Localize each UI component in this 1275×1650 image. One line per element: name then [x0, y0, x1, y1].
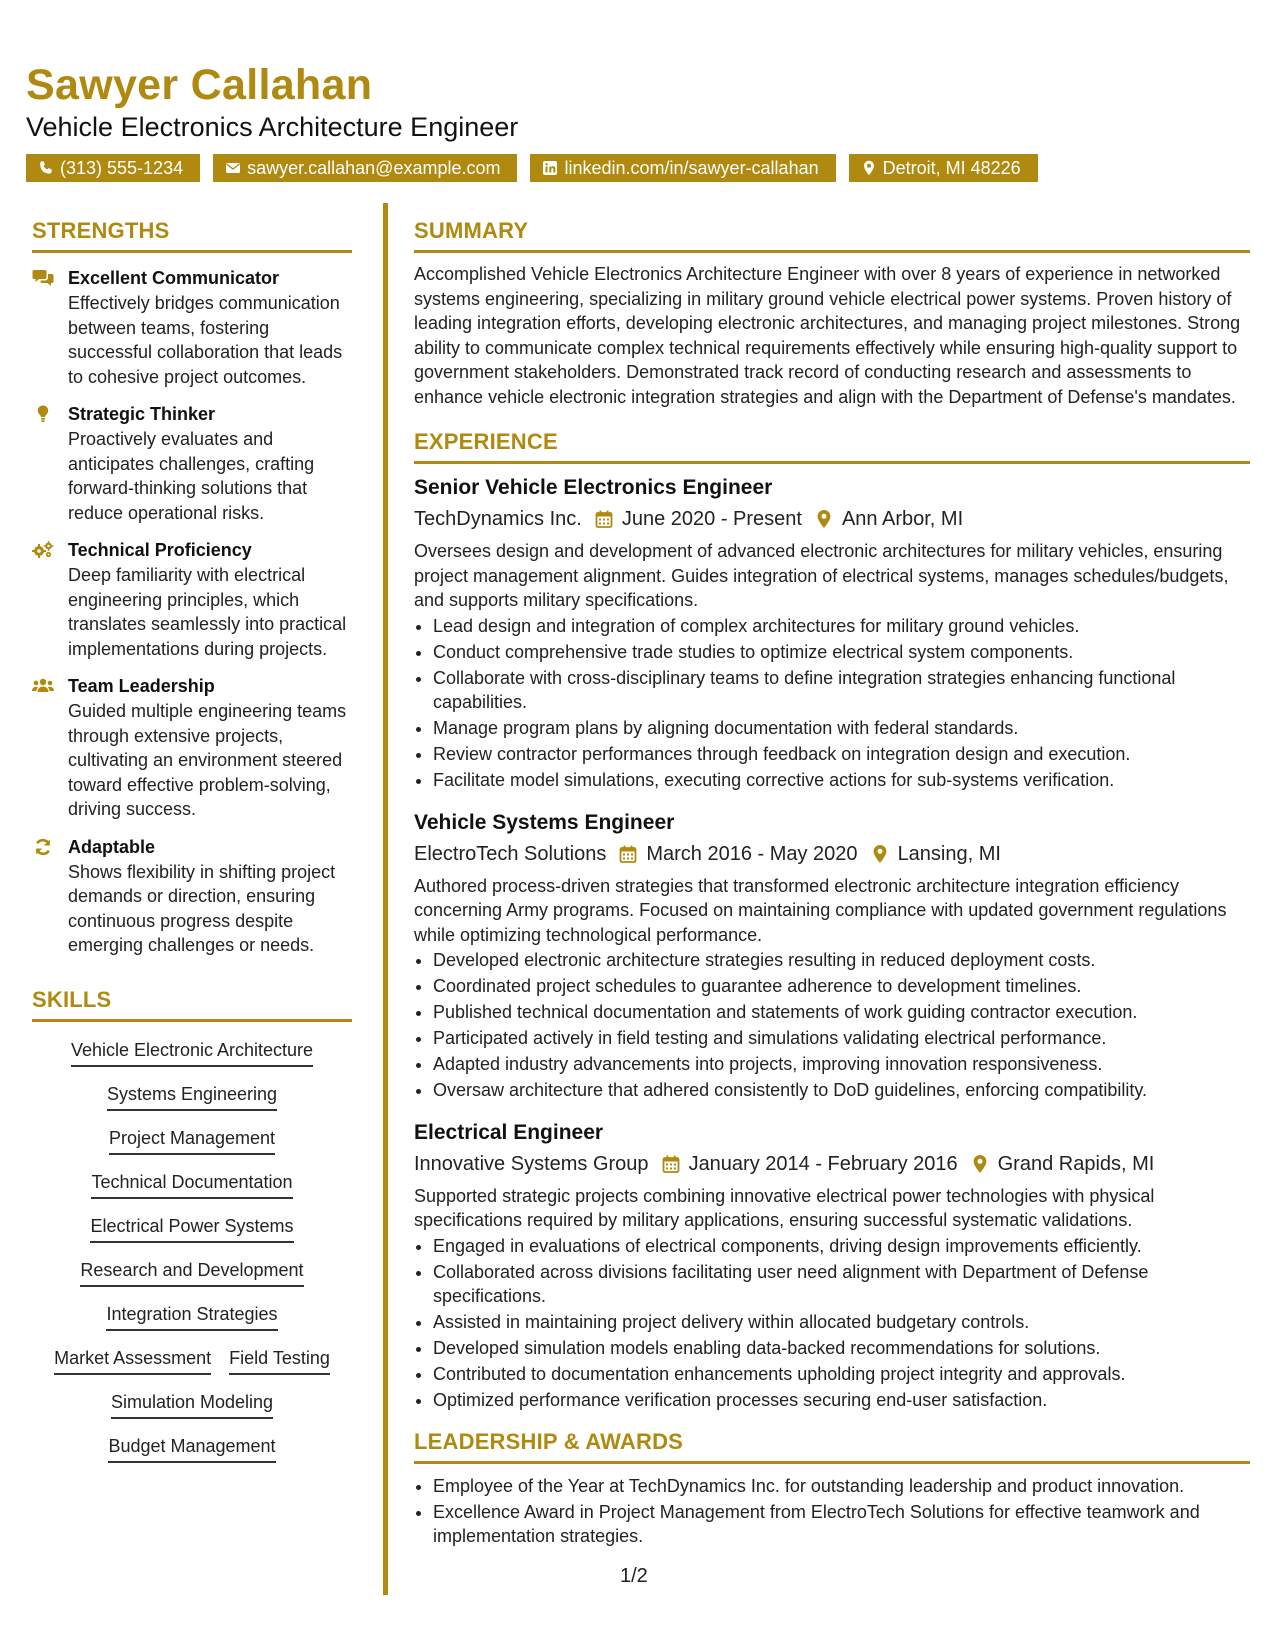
job-entry — [414, 473, 1250, 793]
contact-linkedin[interactable] — [530, 154, 835, 182]
job-company: Innovative Systems Group — [414, 1152, 649, 1175]
skills-heading: SKILLS — [32, 984, 352, 1022]
job-bullet: • Coordinated project schedules to guarantee adherence to development timelines. — [433, 974, 1250, 999]
job-role: Electrical Engineer — [414, 1120, 604, 1144]
sync-icon — [32, 838, 54, 856]
map-marker-icon — [861, 160, 877, 176]
award-item: • Excellence Award in Project Management from ElectroTech Solutions for effective teamwork and implementation strategies. — [433, 1500, 1250, 1549]
candidate-name: Sawyer Callahan — [26, 61, 373, 109]
skills-section — [32, 984, 352, 1463]
skill-tag: Vehicle Electronic Architecture — [71, 1038, 313, 1067]
job-bullets — [414, 614, 1250, 793]
job-bullet: • Review contractor performances through feedback on integration design and execution. — [433, 742, 1250, 767]
awards-list — [414, 1474, 1250, 1549]
job-bullet: • Developed simulation models enabling data-backed recommendations for solutions. — [433, 1336, 1250, 1361]
summary-text: Accomplished Vehicle Electronics Architecture Engineer with over 8 years of experience in networked systems engineering, specializing in military ground vehicle electrical power systems. Proven history of leading integration efforts, developing electronic architectures, and managing project milestones. Strong ability to communicate complex technical requirements effectively while ensuring high-quality support to government stakeholders. Demonstrated track record of conducting research and assessments to enhance vehicle electronic integration strategies and align with the Department of Defense's mandates. — [414, 264, 1241, 407]
job-bullet: • Engaged in evaluations of electrical components, driving design improvements efficiently. — [433, 1234, 1250, 1259]
job-meta — [414, 1149, 1250, 1179]
skill-tag: Systems Engineering — [107, 1082, 277, 1111]
job-role: Senior Vehicle Electronics Engineer — [414, 476, 773, 499]
job-bullet: • Developed electronic architecture strategies resulting in reduced deployment costs. — [433, 948, 1250, 973]
strength-desc: Shows flexibility in shifting project demands or direction, ensuring continuous progress despite emerging challenges or needs. — [68, 861, 336, 955]
right-column — [414, 215, 1250, 1550]
strength-title: Team Leadership — [68, 676, 215, 696]
candidate-title: Vehicle Electronics Architecture Engineer — [26, 112, 519, 142]
job-desc: Oversees design and development of advanced electronic architectures for military vehicles, ensuring project management alignment. Guides integration of electrical systems, manages schedules/budgets, and supports military specifications. — [414, 541, 1229, 610]
job-bullet: • Oversaw architecture that adhered consistently to DoD guidelines, enforcing compatibility. — [433, 1078, 1250, 1103]
skills-list — [32, 1038, 352, 1463]
award-item: • Employee of the Year at TechDynamics Inc. for outstanding leadership and product innovation. — [433, 1474, 1250, 1499]
job-bullet: • Collaborate with cross-disciplinary teams to define integration strategies enhancing functional capabilities. — [433, 666, 1250, 715]
strength-title: Excellent Communicator — [68, 268, 280, 288]
strength-item — [32, 401, 352, 525]
strength-item — [32, 673, 352, 822]
job-bullet: • Optimized performance verification processes securing end-user satisfaction. — [433, 1388, 1250, 1413]
envelope-icon — [225, 160, 241, 176]
contact-linkedin-text: linkedin.com/in/sawyer-callahan — [564, 158, 819, 178]
strength-title: Technical Proficiency — [68, 540, 252, 560]
skill-tag: Research and Development — [80, 1258, 303, 1287]
phone-icon — [38, 160, 54, 176]
experience-section — [414, 426, 1250, 1413]
strengths-section — [32, 215, 352, 958]
strength-desc: Effectively bridges communication between teams, fostering successful collaboration that leads to cohesive project outcomes. — [68, 293, 343, 387]
resume-header — [26, 58, 1256, 182]
skill-tag: Electrical Power Systems — [90, 1214, 293, 1243]
page-number: 1/2 — [620, 1565, 648, 1587]
job-bullet: • Manage program plans by aligning documentation with federal standards. — [433, 716, 1250, 741]
map-marker-icon — [814, 509, 834, 529]
map-marker-icon — [970, 1154, 990, 1174]
calendar-icon — [594, 509, 614, 529]
contact-phone-text: (313) 555-1234 — [60, 158, 184, 178]
job-bullet: • Assisted in maintaining project delivery within allocated budgetary controls. — [433, 1310, 1250, 1335]
awards-heading: LEADERSHIP & AWARDS — [414, 1426, 1250, 1464]
contact-email-text: sawyer.callahan@example.com — [247, 158, 501, 178]
column-divider — [383, 203, 388, 1595]
comments-icon — [32, 269, 54, 287]
strengths-heading: STRENGTHS — [32, 215, 352, 253]
job-entry — [414, 808, 1250, 1103]
job-bullet: • Collaborated across divisions facilitating user need alignment with Department of Defense specifications. — [433, 1260, 1250, 1309]
job-bullet: • Published technical documentation and statements of work guiding contractor execution. — [433, 1000, 1250, 1025]
strength-desc: Proactively evaluates and anticipates challenges, crafting forward-thinking solutions that reduce operational risks. — [68, 429, 315, 523]
contact-phone[interactable] — [26, 154, 200, 182]
calendar-icon — [618, 844, 638, 864]
job-bullet: • Participated actively in field testing and simulations validating electrical performance. — [433, 1026, 1250, 1051]
job-company: ElectroTech Solutions — [414, 842, 607, 865]
job-bullet: • Facilitate model simulations, executing corrective actions for sub-systems verification. — [433, 768, 1250, 793]
map-marker-icon — [870, 844, 890, 864]
strength-item — [32, 265, 352, 389]
users-icon — [32, 677, 54, 695]
job-location: Lansing, MI — [897, 842, 1001, 865]
gears-icon — [32, 541, 54, 559]
strength-desc: Deep familiarity with electrical engineering principles, which translates seamlessly into practical implementations during projects. — [68, 565, 347, 659]
job-meta — [414, 839, 1250, 869]
skill-tag: Project Management — [109, 1126, 275, 1155]
job-location: Grand Rapids, MI — [997, 1152, 1155, 1175]
job-role: Vehicle Systems Engineer — [414, 810, 675, 834]
strength-item — [32, 537, 352, 661]
contact-location-text: Detroit, MI 48226 — [882, 158, 1021, 178]
skill-tag: Technical Documentation — [91, 1170, 292, 1199]
job-desc: Authored process-driven strategies that transformed electronic architecture integration efficiency concerning Army programs. Focused on maintaining compliance with updated government regulations while optimizing technological performance. — [414, 875, 1227, 945]
job-location: Ann Arbor, MI — [841, 508, 964, 530]
strength-title: Strategic Thinker — [68, 404, 216, 424]
strength-title: Adaptable — [68, 836, 156, 857]
skill-tag: Field Testing — [229, 1346, 330, 1375]
job-bullet: • Contributed to documentation enhancements upholding project integrity and approvals. — [433, 1362, 1250, 1387]
left-column — [32, 215, 352, 1478]
contact-email[interactable] — [213, 154, 517, 182]
contact-location — [849, 154, 1038, 182]
lightbulb-icon — [32, 405, 54, 423]
skill-tag: Market Assessment — [54, 1346, 211, 1375]
job-entry — [414, 1118, 1250, 1413]
job-bullet: • Adapted industry advancements into projects, improving innovation responsiveness. — [433, 1052, 1250, 1077]
contact-bar — [26, 154, 1256, 182]
skill-tag: Simulation Modeling — [111, 1390, 273, 1419]
job-company: TechDynamics Inc. — [414, 508, 582, 530]
summary-heading: SUMMARY — [414, 215, 1250, 253]
job-bullet: • Conduct comprehensive trade studies to optimize electrical system components. — [433, 640, 1250, 665]
calendar-icon — [661, 1154, 681, 1174]
job-desc: Supported strategic projects combining innovative electrical power technologies with physical specifications required by military applications, ensuring successful systematic validations. — [414, 1185, 1155, 1230]
experience-heading: EXPERIENCE — [414, 426, 1250, 464]
awards-section — [414, 1426, 1250, 1549]
summary-section — [414, 215, 1250, 409]
job-dates: January 2014 - February 2016 — [688, 1152, 958, 1175]
job-bullets — [414, 1234, 1250, 1413]
job-meta — [414, 504, 1250, 534]
job-bullets — [414, 948, 1250, 1103]
job-bullet: • Lead design and integration of complex architectures for military ground vehicles. — [433, 614, 1250, 639]
linkedin-icon — [542, 160, 558, 176]
job-dates: June 2020 - Present — [621, 508, 802, 530]
skill-tag: Budget Management — [108, 1434, 275, 1463]
strength-item — [32, 834, 352, 958]
strength-desc: Guided multiple engineering teams through extensive projects, cultivating an environment steered toward effective problem-solving, driving success. — [68, 701, 347, 819]
job-dates: March 2016 - May 2020 — [646, 842, 858, 865]
skill-tag: Integration Strategies — [106, 1302, 277, 1331]
